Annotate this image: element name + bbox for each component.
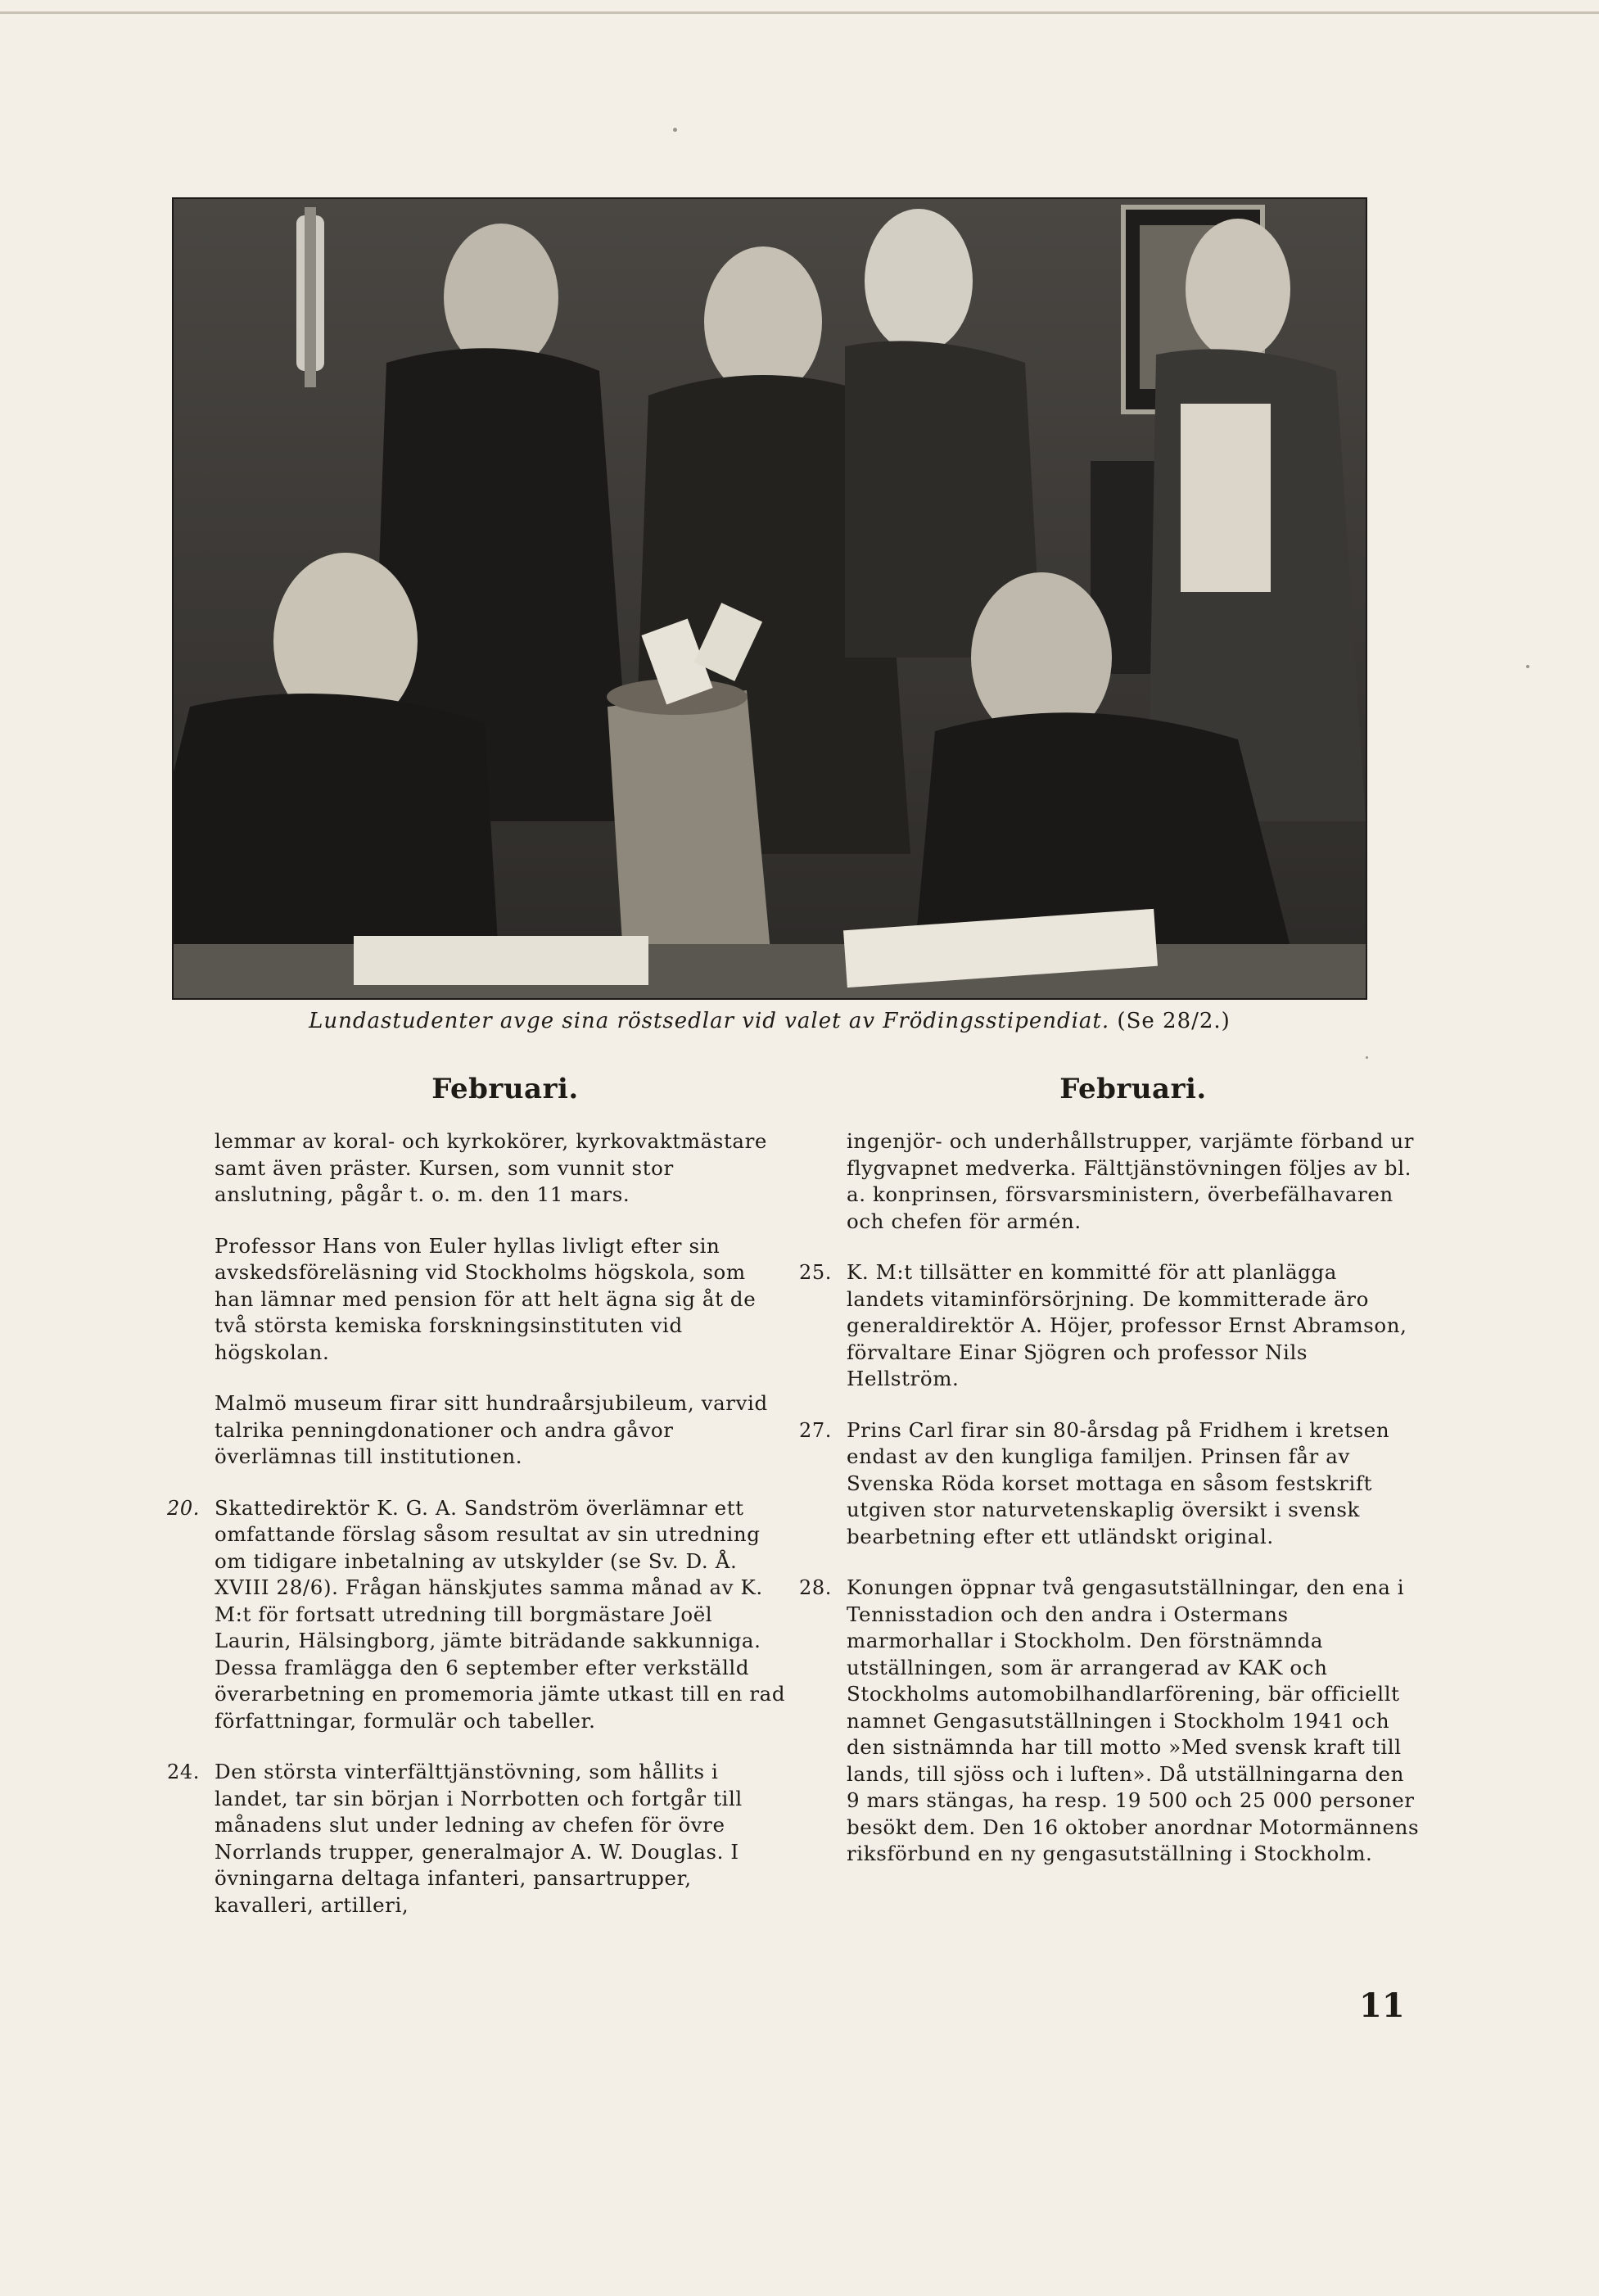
- photo-caption: [164, 1009, 1375, 1033]
- caption-text: Lundastudenter avge sina röstsedlar vid valet av Frödingsstipendiat.: [309, 1009, 1110, 1033]
- paper-speck: [673, 128, 677, 132]
- entry: [167, 1495, 788, 1735]
- entry: [799, 1417, 1420, 1551]
- entry-text: Professor Hans von Euler hyllas livligt efter sin avskedsföreläsning vid Stockholms högskola, som han lämnar med pension för att helt ägna sig åt de två största kemiska forskningsinstituten vid högskolan.: [215, 1233, 757, 1364]
- photo-illustration: [174, 199, 1366, 998]
- right-column: [799, 1073, 1420, 1892]
- entry: [215, 1233, 788, 1367]
- entry: [847, 1128, 1420, 1235]
- entry: [799, 1575, 1420, 1868]
- right-column-heading: Februari.: [1059, 1073, 1207, 1105]
- entry-date: 20.: [167, 1496, 200, 1520]
- entry-text: Skattedirektör K. G. A. Sandström överlämnar ett omfattande förslag såsom resultat av sin utredning om tidigare inbetalning av utskylder (se Sv. D. Å. XVIII 28/6). Frågan hänskjutes samma månad av K. M:t för fortsatt utredning till borgmästare Joël Laurin, Hälsingborg, jämte biträdande sakkunniga. Dessa framlägga den 6 september efter verkställd överarbetning en promemoria jämte utkast till en rad författningar, formulär och tabeller.: [215, 1495, 786, 1733]
- entry-text: ingenjör- och underhållstrupper, varjämte förband ur flygvapnet medverka. Fälttjänstövningen följes av bl. a. konprinsen, försvarsministern, överbefälhavaren och chefen för armén.: [847, 1129, 1415, 1233]
- paper-speck: [1526, 665, 1529, 668]
- entry: [167, 1759, 788, 1919]
- page-number: 11: [1359, 1986, 1405, 2025]
- photograph-students-voting: [172, 197, 1367, 1000]
- entry-date: 25.: [799, 1261, 832, 1284]
- entry-text: Den största vinterfälttjänstövning, som hållits i landet, tar sin början i Norrbotten och fortgår till månadens slut under ledning av chefen för övre Norrlands trupper, generalmajor A. W. Douglas. I övningarna deltaga infanteri, pansartrupper, kavalleri, artilleri,: [215, 1760, 743, 1917]
- paper-speck: [1366, 1056, 1368, 1059]
- entry-date: 28.: [799, 1576, 832, 1599]
- page-top-rule: [0, 11, 1599, 14]
- entry-date: 27.: [799, 1418, 832, 1442]
- entry-text: K. M:t tillsätter en kommitté för att planlägga landets vitaminförsörjning. De kommitterade äro generaldirektör A. Höjer, professor Ernst Abramson, förvaltare Einar Sjögren och professor Nils Hellström.: [847, 1260, 1407, 1390]
- entry: [215, 1128, 788, 1209]
- entry-text: Prins Carl firar sin 80-årsdag på Fridhem i kretsen endast av den kungliga familjen. Prinsen får av Svenska Röda korset mottaga en såsom festskrift utgiven stor naturvetenskaplig översikt i svensk bearbetning efter ett utländskt original.: [847, 1417, 1390, 1548]
- entry-date: 24.: [167, 1760, 200, 1783]
- entry: [799, 1259, 1420, 1393]
- left-column-heading: Februari.: [431, 1073, 579, 1105]
- entry-text: Malmö museum firar sitt hundraårsjubileum, varvid talrika penningdonationer och andra gåvor överlämnas till institutionen.: [215, 1391, 768, 1468]
- caption-reference: (Se 28/2.): [1117, 1009, 1231, 1033]
- entry: [215, 1390, 788, 1471]
- entry-text: Konungen öppnar två gengasutställningar, den ena i Tennisstadion och den andra i Ostermans marmorhallar i Stockholm. Den förstnämnda utställningen, som är arrangerad av KAK och Stockholms automobilhandlarförening, bär officiellt namnet Gengasutställningen i Stockholm 1941 och den sistnämnda har till motto »Med svensk kraft till lands, till sjöss och i luften». Då utställningarna den 9 mars stängas, ha resp. 19 500 och 25 000 personer besökt dem. Den 16 oktober anordnar Motormännens riksförbund en ny gengasutställning i Stockholm.: [847, 1575, 1420, 1865]
- left-column: [167, 1073, 788, 1943]
- entry-text: lemmar av koral- och kyrkokörer, kyrkovaktmästare samt även präster. Kursen, som vunnit stor anslutning, pågår t. o. m. den 11 mars.: [215, 1129, 768, 1206]
